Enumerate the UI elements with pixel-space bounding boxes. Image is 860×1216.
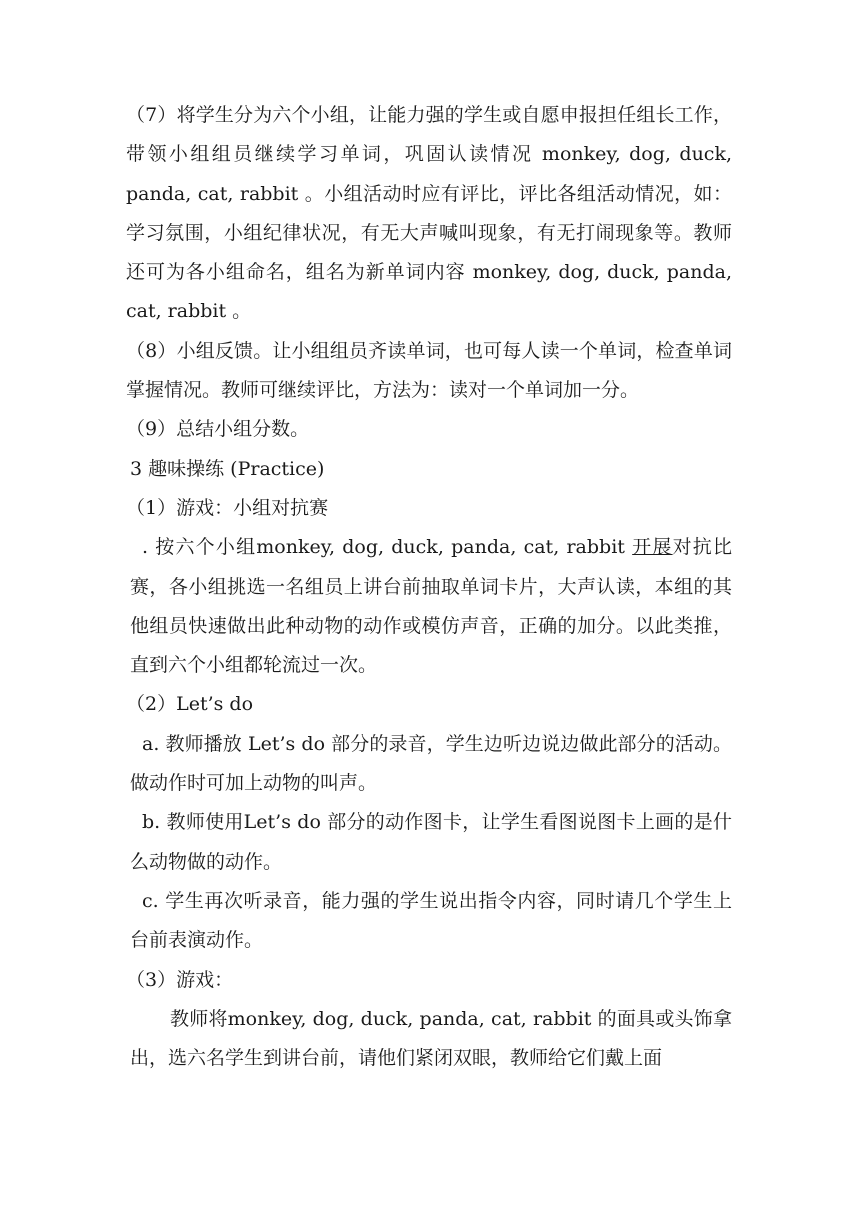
paragraph-game-3-title: （3）游戏： — [126, 968, 234, 991]
paragraph-step-7: （7）将学生分为六个小组，让能力强的学生或自愿申报担任组长工作，带领小组组员继续学习单词，巩固认读情况 monkey, dog, duck, panda, cat, rabbit 。小组活动时应有评比，评比各组活动情况，如：学习氛围，小组纪律状况，有无大声喊叫现象，有无打闹现象等。教师还可为各小组命名，组名为新单词内容 monkey, dog, duck, panda, cat, rabbit 。 — [126, 104, 732, 323]
paragraph-lets-do-c: c. 学生再次听录音，能力强的学生说出指令内容，同时请几个学生上台前表演动作。 — [130, 889, 732, 952]
paragraph-game-1-body — [130, 528, 732, 685]
paragraph-game-1-title: （1）游戏：小组对抗赛 — [126, 496, 329, 519]
game-1-text-before: . 按六个小组monkey, dog, duck, panda, cat, rabbit — [142, 536, 633, 559]
paragraph-lets-do-a: a. 教师播放 Let’s do 部分的录音，学生边听边说边做此部分的活动。做动作时可加上动物的叫声。 — [130, 732, 732, 795]
paragraph-lets-do-title: （2）Let’s do — [126, 693, 254, 716]
underlined-word: 开展 — [632, 536, 673, 559]
document-body — [126, 96, 732, 1078]
section-heading-practice: 3 趣味操练 (Practice) — [130, 457, 325, 480]
game-1-text-after: 对抗比赛，各小组挑选一名组员上讲台前抽取单词卡片，大声认读，本组的其他组员快速做出此种动物的动作或模仿声音，正确的加分。以此类推，直到六个小组都轮流过一次。 — [130, 536, 732, 677]
paragraph-step-8: （8）小组反馈。让小组组员齐读单词，也可每人读一个单词，检查单词掌握情况。教师可继续评比，方法为：读对一个单词加一分。 — [126, 339, 732, 402]
paragraph-lets-do-b: b. 教师使用Let’s do 部分的动作图卡，让学生看图说图卡上画的是什么动物做的动作。 — [130, 811, 732, 873]
paragraph-game-3-body: 教师将monkey, dog, duck, panda, cat, rabbit 的面具或头饰拿出，选六名学生到讲台前，请他们紧闭双眼，教师给它们戴上面 — [130, 1007, 732, 1070]
paragraph-step-9: （9）总结小组分数。 — [126, 418, 310, 441]
